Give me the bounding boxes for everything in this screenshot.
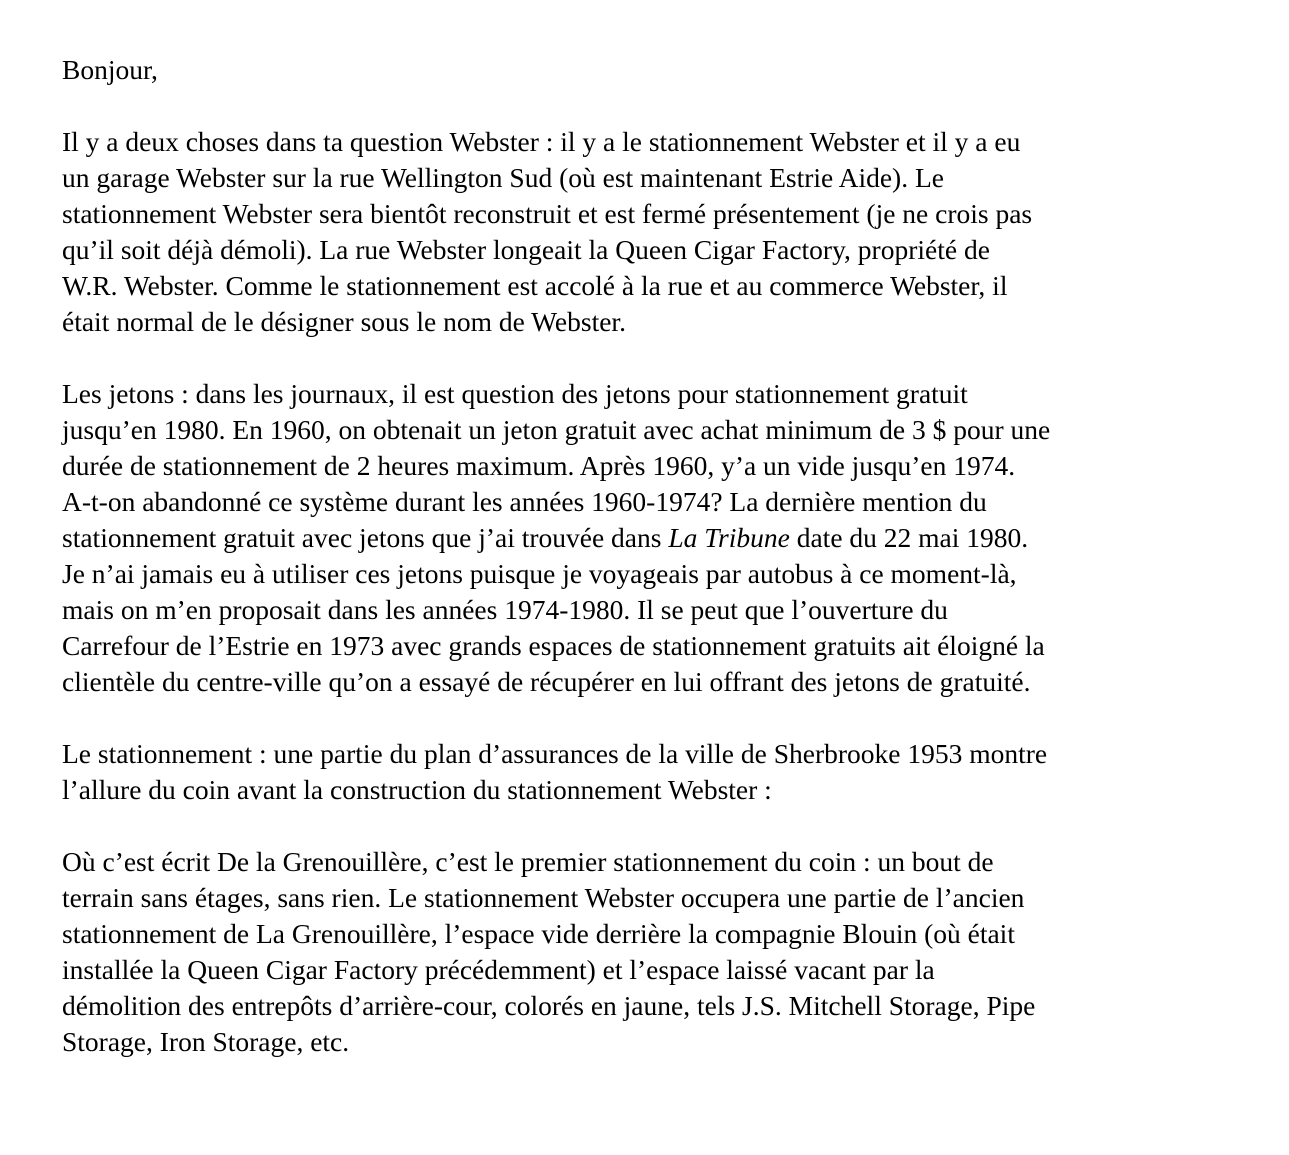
text-line: mais on m’en proposait dans les années 1974-1980. Il se peut que l’ouverture du: [62, 594, 948, 625]
greeting-paragraph: [62, 52, 1212, 88]
document-body: [62, 52, 1212, 1060]
paragraph-jetons: [62, 376, 1212, 700]
paragraph-grenouillere: [62, 844, 1212, 1060]
text-line-with-italic: [62, 520, 1212, 556]
text-line: Carrefour de l’Estrie en 1973 avec grands espaces de stationnement gratuits ait éloigné la: [62, 630, 1045, 661]
text-line: un garage Webster sur la rue Wellington Sud (où est maintenant Estrie Aide). Le: [62, 162, 944, 193]
text-line: terrain sans étages, sans rien. Le stationnement Webster occupera une partie de l’ancien: [62, 882, 1025, 913]
text-line: était normal de le désigner sous le nom de Webster.: [62, 306, 626, 337]
text-segment: date du 22 mai 1980.: [789, 522, 1029, 553]
newspaper-title: La Tribune: [668, 522, 790, 553]
text-line: installée la Queen Cigar Factory précédemment) et l’espace laissé vacant par la: [62, 954, 935, 985]
greeting: Bonjour,: [62, 54, 158, 85]
text-line: stationnement de La Grenouillère, l’espace vide derrière la compagnie Blouin (où était: [62, 918, 1015, 949]
text-line: clientèle du centre-ville qu’on a essayé de récupérer en lui offrant des jetons de gratuité.: [62, 666, 1031, 697]
text-line: durée de stationnement de 2 heures maximum. Après 1960, y’a un vide jusqu’en 1974.: [62, 450, 1016, 481]
text-line: Le stationnement : une partie du plan d’assurances de la ville de Sherbrooke 1953 montre: [62, 738, 1048, 769]
text-line: A-t-on abandonné ce système durant les années 1960-1974? La dernière mention du: [62, 486, 987, 517]
paragraph-stationnement: [62, 736, 1212, 808]
text-line: l’allure du coin avant la construction du stationnement Webster :: [62, 774, 772, 805]
text-line: Je n’ai jamais eu à utiliser ces jetons puisque je voyageais par autobus à ce moment-là,: [62, 558, 1017, 589]
text-line: Storage, Iron Storage, etc.: [62, 1026, 350, 1057]
text-line: Les jetons : dans les journaux, il est question des jetons pour stationnement gratuit: [62, 378, 968, 409]
text-line: qu’il soit déjà démoli). La rue Webster longeait la Queen Cigar Factory, propriété de: [62, 234, 990, 265]
text-line: Où c’est écrit De la Grenouillère, c’est le premier stationnement du coin : un bout de: [62, 846, 994, 877]
text-segment: stationnement gratuit avec jetons que j’ai trouvée dans: [62, 522, 669, 553]
paragraph-webster: [62, 124, 1212, 340]
text-line: stationnement Webster sera bientôt reconstruit et est fermé présentement (je ne crois pas: [62, 198, 1033, 229]
text-line: jusqu’en 1980. En 1960, on obtenait un jeton gratuit avec achat minimum de 3 $ pour une: [62, 414, 1051, 445]
text-line: W.R. Webster. Comme le stationnement est accolé à la rue et au commerce Webster, il: [62, 270, 1008, 301]
text-line: démolition des entrepôts d’arrière-cour, colorés en jaune, tels J.S. Mitchell Storage, Pipe: [62, 990, 1036, 1021]
text-line: Il y a deux choses dans ta question Webster : il y a le stationnement Webster et il y a eu: [62, 126, 1021, 157]
